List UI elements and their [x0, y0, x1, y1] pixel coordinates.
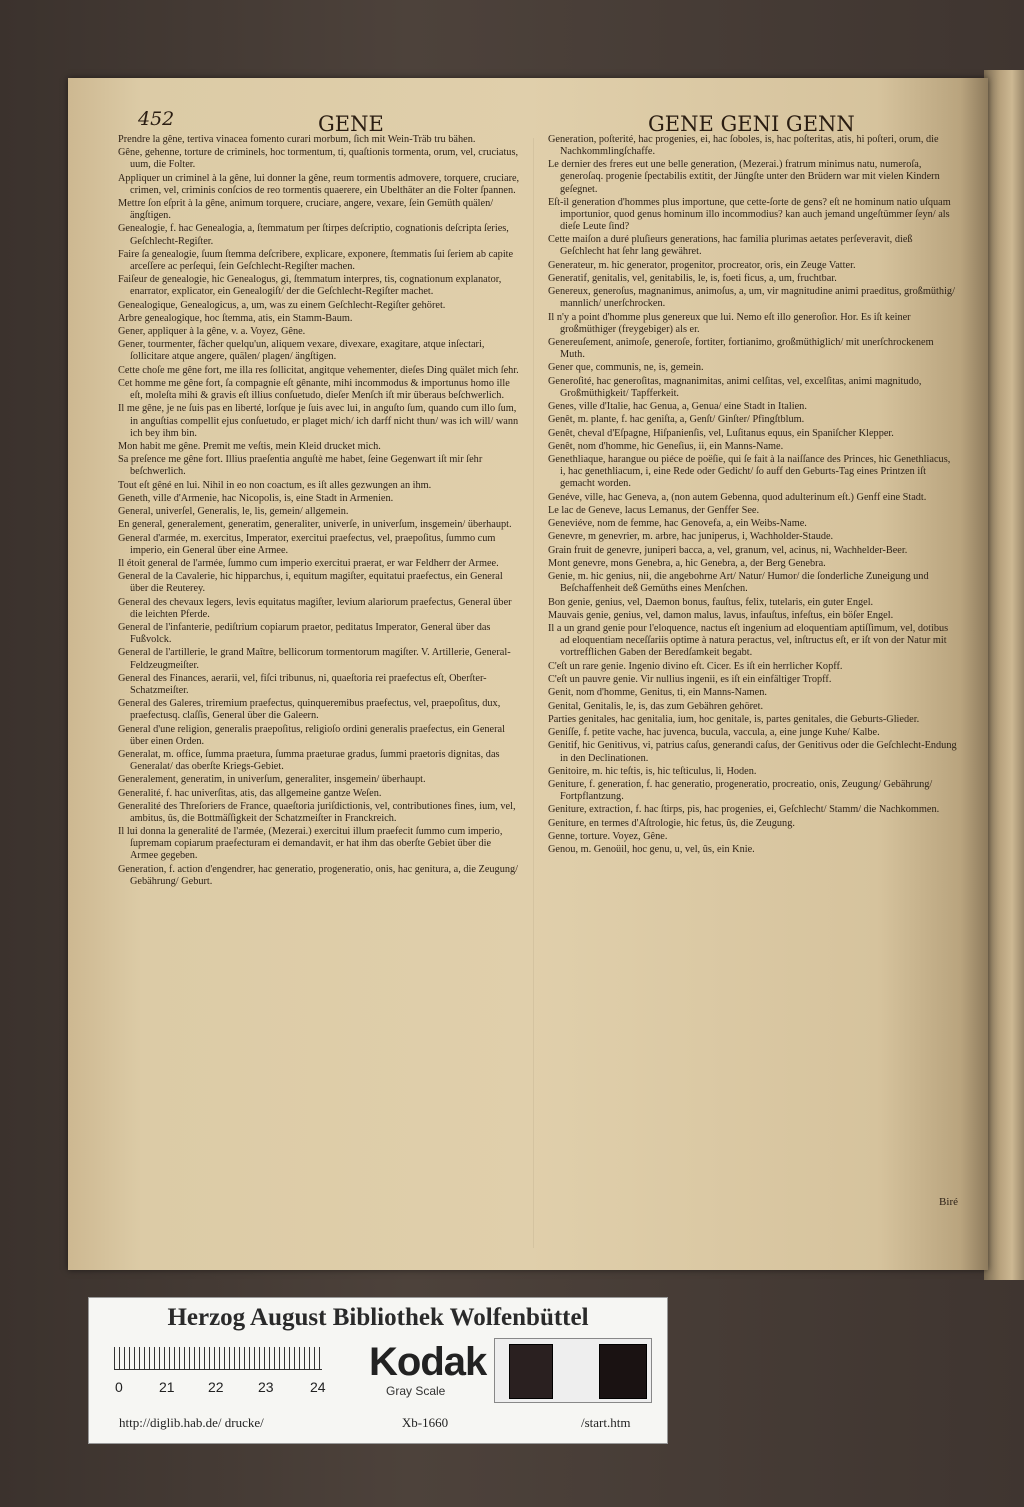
page-edge: [984, 70, 1024, 1280]
dictionary-entry: Le lac de Geneve, lacus Lemanus, der Genffer See.: [548, 504, 760, 516]
gray-scale-label: Gray Scale: [386, 1384, 446, 1398]
dictionary-entry: Eſt-il generation d'hommes plus importune, que cette-ſorte de gens? eſt ne hominum natio uſquam importunior, quod genus hominum illo incommodius? kan auch jemand ungeſtümmer ſeyn/ als dieſe Leute ſind?: [548, 196, 951, 233]
dictionary-entry: Bon genie, genius, vel, Daemon bonus, fauſtus, felix, tutelaris, ein guter Engel.: [548, 596, 874, 608]
ruler-number: 0: [115, 1379, 123, 1395]
dictionary-entry: General d'une religion, generalis praepoſitus, religioſo ordini generalis praefectus, ein General über einen Orden.: [118, 723, 505, 747]
dictionary-entry: General des Galeres, triremium praefectus, quinqueremibus praefectus, vel, praepoſitus, dux, praefectusq. claſſis, General über die Galeern.: [118, 698, 501, 722]
dictionary-entry: Gêne, gehenne, torture de criminels, hoc tormentum, ti, quaſtionis tormenta, orum, vel, cruciatus, uum, die Folter.: [118, 147, 519, 171]
dictionary-entry: Generalat, m. office, ſumma praetura, ſumma praeturae gradus, ſummi praetoris dignitas, das Generalat/ das oberſte Kriegs-Gebiet.: [118, 748, 500, 773]
dictionary-entry: Generalité des Threſoriers de France, quaeſtoria juriſdictionis, vel, contributiones fines, ium, vel, ambitus, ûs, die Bottmäſſigkeit der Schatzmeiſter in Franckreich.: [118, 800, 516, 824]
dictionary-entry: General de la Cavalerie, hic hipparchus, i, equitum magiſter, equitatui praefectus, ein General über die Reuterey.: [118, 571, 503, 595]
dictionary-entry: Gener que, communis, ne, is, gemein.: [548, 362, 704, 374]
dictionary-entry: Genes, ville d'Italie, hac Genua, a, Genua/ eine Stadt in Italien.: [548, 401, 807, 413]
dictionary-entry: Genealogie, f. hac Genealogia, a, ſtemmatum per ſtirpes deſcriptio, cognationis deſcripta ſeries, Geſchlecht-Regiſter.: [118, 223, 509, 247]
dictionary-entry: Generalement, generatim, in univerſum, generaliter, insgemein/ überhaupt.: [118, 774, 426, 786]
dictionary-entry: Il me gêne, je ne ſuis pas en liberté, lorſque je ſuis avec lui, in anguſto ſum, quando cum illo ſum, in anguſtias compellit ejus conſuetudo, er plaget mich/ ich darff nicht thun/ was ich will/ wann ich bey ihm bin.: [118, 403, 519, 439]
dictionary-entry: Sa preſence me gêne fort. Illius praeſentia anguſtè me habet, ſeine Gegenwart iſt mir ſehr beſchwerlich.: [118, 454, 483, 478]
dictionary-entry: General d'armée, m. exercitus, Imperator, exercitui praefectus, vel, praepoſitus, ſummo cum imperio, ein General über eine Armee.: [118, 532, 496, 556]
dictionary-entry: Tout eſt gêné en lui. Nihil in eo non coactum, es iſt alles gezwungen an ihm.: [118, 479, 432, 491]
right-column: [548, 134, 958, 858]
dictionary-entry: C'eſt un pauvre genie. Vir nullius ingenii, es iſt ein einfältiger Tropff.: [548, 674, 832, 685]
dictionary-entry: Mont genevre, mons Genebra, a, hic Genebra, a, der Berg Genebra.: [548, 558, 826, 570]
dictionary-entry: Il lui donna la generalité de l'armée, (Mezerai.) exercitui illum praefecit ſummo cum imperio, ſupremam copiarum praefecturam ei demandavit, er hat ihm das oberſte Gebiet über die Armee gegeben.: [118, 826, 503, 862]
gray-patch: [599, 1344, 647, 1399]
column-divider: [533, 138, 534, 1248]
dictionary-entry: Genereuſement, animoſe, generoſe, fortiter, fortianimo, großmüthiglich/ mit unerſchrockenem Muth.: [548, 337, 934, 361]
header-right: GENE GENI GENN: [648, 112, 855, 136]
ruler-number: 22: [208, 1379, 224, 1395]
dictionary-entry: Genealogique, Genealogicus, a, um, was zu einem Geſchlecht-Regiſter gehöret.: [118, 299, 446, 311]
dictionary-entry: C'eſt un rare genie. Ingenio divino eſt. Cicer. Es iſt ein herrlicher Kopff.: [548, 660, 843, 672]
dictionary-entry: Genéve, ville, hac Geneva, a, (non autem Gebenna, quod adulterinum eſt.) Genff eine Stadt.: [548, 491, 927, 503]
dictionary-entry: Le dernier des freres eut une belle generation, (Mezerai.) fratrum minimus natu, numeroſa, generoſaq. progenie ſpectabilis extitit, der Jüngſte unter den Brüdern war mit vielen Kindern geſegnet.: [548, 159, 940, 195]
dictionary-entry: Genne, torture. Voyez, Gêne.: [548, 831, 668, 842]
dictionary-entry: Genêt, m. plante, f. hac geniſta, a, Genſt/ Ginſter/ Pfingſtblum.: [548, 414, 805, 426]
page-number: 452: [138, 108, 175, 130]
dictionary-entry: Generation, poſterité, hac progenies, ei, hac ſoboles, is, hac poſteritas, atis, hi poſteri, orum, die Nachkommlingſchaffe.: [548, 134, 939, 158]
dictionary-entry: Appliquer un criminel à la gêne, lui donner la gêne, reum tormentis admovere, torquere, cruciare, crimen, vel, criminis conſcios de reo tormentis quaerere, ein Ubelthäter an die Folter ſpannen.: [118, 172, 520, 196]
dictionary-entry: Genital, Genitalis, le, is, das zum Gebähren gehöret.: [548, 700, 764, 712]
dictionary-entry: General des Finances, aerarii, vel, fiſci tribunus, ni, quaeſtoria rei praefectus eſt, Oberſter-Schatzmeiſter.: [118, 672, 487, 696]
dictionary-entry: Genêt, cheval d'Eſpagne, Hiſpanienſis, vel, Luſitanus equus, ein Spaniſcher Klepper.: [548, 427, 894, 439]
dictionary-entry: Genêt, nom d'homme, hic Geneſius, ii, ein Manns-Name.: [548, 440, 784, 452]
dictionary-entry: Genitoire, m. hic teſtis, is, hic teſticulus, li, Hoden.: [548, 765, 757, 777]
dictionary-entry: Cette maiſon a duré pluſieurs generations, hac familia plurimas aetates perſeveravit, dieß Geſchlecht hat ſehr lang gewähret.: [548, 234, 913, 258]
dictionary-entry: Generalité, f. hac univerſitas, atis, das allgemeine gantze Weſen.: [118, 787, 382, 799]
dictionary-entry: En general, generalement, generatim, generaliter, univerſe, in univerſum, insgemein/ überhaupt.: [118, 519, 512, 531]
dictionary-entry: Faiſeur de genealogie, hic Genealogus, gi, ſtemmatum interpres, tis, cognationum explanator, enarrator, explicator, ein Genealogiſt/ der die Geſchlecht-Regiſter machet.: [118, 274, 502, 298]
dictionary-entry: Generation, f. action d'engendrer, hac generatio, progeneratio, onis, hac genitura, a, die Zeugung/ Gebährung/ Geburt.: [118, 863, 518, 887]
dictionary-entry: Genie, m. hic genius, nii, die angebohrne Art/ Natur/ Humor/ die ſonderliche Zuneigung und Beſchaffenheit deß Gemüths eines Menſchen.: [548, 571, 929, 595]
dictionary-entry: Mauvais genie, genius, vel, damon malus, lavus, infauſtus, infeſtus, ein böſer Engel.: [548, 609, 894, 621]
dictionary-entry: General de l'infanterie, pediſtrium copiarum praetor, peditatus Imperator, General über das Fußvolck.: [118, 622, 491, 646]
dictionary-entry: Genethliaque, harangue ou piéce de poëſie, qui ſe fait à la naiſſance des Princes, hic Genethliacus, i, hac genethliacum, i, eine Rede oder Gedicht/ ſo auff den Geburts-Tag eines Printzen iſt gemacht worden.: [548, 454, 951, 490]
dictionary-entry: Il a un grand genie pour l'eloquence, nactus eſt ingenium ad eloquentiam aptiſſimum, vel, dotibus ad eloquentiam neceſſariis optime à natura peractus, vel, inſtructus eſt, er iſt von der Natur mit vortrefflichen Gaben der Beredſamkeit begabt.: [548, 623, 949, 659]
ruler-number: 24: [310, 1379, 326, 1395]
dictionary-entry: Il étoit general de l'armée, ſummo cum imperio exercitui praerat, er war Feldherr der Armee.: [118, 558, 499, 570]
kodak-logo: Kodak: [369, 1340, 487, 1384]
ruler-number: 21: [159, 1379, 175, 1395]
measurement-ruler: [114, 1345, 322, 1370]
archive-info-card: [88, 1297, 668, 1444]
gray-patch: [509, 1344, 553, 1399]
dictionary-entry: General, univerſel, Generalis, le, lis, gemein/ allgemein.: [118, 506, 349, 518]
dictionary-entry: Mettre ſon eſprit à la gêne, animum torquere, cruciare, angere, vexare, ſein Gemüth quälen/ ängſtigen.: [118, 198, 494, 222]
dictionary-entry: Faire ſa genealogie, ſuum ſtemma deſcribere, explicare, exponere, ſtemmatis ſui ſeriem ab capite arceſſere ac perſequi, ſein Geſchlecht-Regiſter machen.: [118, 248, 514, 272]
dictionary-entry: Generatif, genitalis, vel, genitabilis, le, is, foeti ficus, a, um, fruchtbar.: [548, 272, 837, 284]
ruler-number: 23: [258, 1379, 274, 1395]
dictionary-entry: Geniture, f. generation, f. hac generatio, progeneratio, procreatio, onis, Zeugung/ Gebährung/ Fortpflantzung.: [548, 779, 933, 803]
left-column: [118, 134, 520, 889]
book-page: [68, 78, 988, 1270]
dictionary-entry: Geneth, ville d'Armenie, hac Nicopolis, is, eine Stadt in Armenien.: [118, 492, 394, 504]
dictionary-entry: Il n'y a point d'homme plus genereux que lui. Nemo eſt illo generoſior. Hor. Es iſt keiner großmüthiger (freygebiger) als er.: [548, 311, 911, 335]
header-left: GENE: [318, 112, 384, 136]
dictionary-entry: Prendre la gêne, tertiva vinacea fomento curari morbum, ſich mit Wein-Träb tru bähen.: [118, 134, 476, 145]
dictionary-entry: Parties genitales, hac genitalia, ium, hoc genitale, is, partes genitales, die Geburts-Glieder.: [548, 713, 920, 725]
dictionary-entry: Cette choſe me gêne fort, me illa res ſollicitat, angitque vehementer, dieſes Ding quälet mich ſehr.: [118, 364, 519, 376]
dictionary-entry: Grain fruit de genevre, juniperi bacca, a, vel, granum, vel, acinus, ni, Wachhelder-Beer.: [548, 544, 908, 556]
catchword: Biré: [939, 1196, 958, 1208]
dictionary-entry: Mon habit me gêne. Premit me veſtis, mein Kleid drucket mich.: [118, 440, 381, 452]
shelfmark: Xb-1660: [401, 1415, 449, 1430]
dictionary-entry: Arbre genealogique, hoc ſtemma, atis, ein Stamm-Baum.: [118, 312, 353, 324]
dictionary-entry: Gener, tourmenter, fâcher quelqu'un, aliquem vexare, divexare, exagitare, atque inſectari, ſollicitare atque angere, quälen/ plagen/ ängſtigen.: [118, 339, 485, 363]
dictionary-entry: Generateur, m. hic generator, progenitor, procreator, oris, ein Zeuge Vatter.: [548, 259, 856, 271]
dictionary-entry: Cet homme me gêne fort, ſa compagnie eſt gênante, mihi incommodus & importunus homo ille eſt, moleſta mihi & gravis eſt illius conſuetudo, dieſer Menſch iſt mir überaus beſchwerlich.: [118, 378, 510, 402]
dictionary-entry: Geneviéve, nom de femme, hac Genovefa, a, ein Weibs-Name.: [548, 518, 807, 530]
dictionary-entry: General des chevaux legers, levis equitatus magiſter, levium alariorum praefectus, General über die leichten Pferde.: [118, 596, 512, 620]
dictionary-entry: Genevre, m genevrier, m. arbre, hac juniperus, i, Wachholder-Staude.: [548, 531, 834, 543]
url-right: /start.htm: [581, 1415, 631, 1430]
dictionary-entry: Genit, nom d'homme, Genitus, ti, ein Manns-Namen.: [548, 687, 767, 699]
dictionary-entry: General de l'artillerie, le grand Maître, bellicorum tormentorum magiſter. V. Artillerie, General-Feldzeugmeiſter.: [118, 647, 511, 671]
url-left: http://diglib.hab.de/ drucke/: [119, 1415, 264, 1430]
dictionary-entry: Genou, m. Genoüil, hoc genu, u, vel, ûs, ein Knie.: [548, 844, 755, 856]
dictionary-entry: Genitif, hic Genitivus, vi, patrius caſus, generandi caſus, der Genitivus oder die Geſchlecht-Endung in den Declinationen.: [548, 740, 957, 764]
dictionary-entry: Generoſité, hac generoſitas, magnanimitas, animi celſitas, vel, excelſitas, animi magnitudo, Großmüthigkeit/ Tapfferkeit.: [548, 375, 922, 399]
dictionary-entry: Geniſſe, f. petite vache, hac juvenca, bucula, vaccula, a, eine junge Kuhe/ Kalbe.: [548, 727, 880, 739]
dictionary-entry: Geniture, en termes d'Aſtrologie, hic fetus, ûs, die Zeugung.: [548, 817, 795, 829]
dictionary-entry: Gener, appliquer à la gêne, v. a. Voyez, Gêne.: [118, 326, 306, 338]
library-title: Herzog August Bibliothek Wolfenbüttel: [167, 1304, 589, 1331]
dictionary-entry: Genereux, generoſus, magnanimus, animoſus, a, um, vir magnitudine animi praeditus, großmüthig/ mannlich/ unerſchrocken.: [548, 286, 955, 310]
dictionary-entry: Geniture, extraction, f. hac ſtirps, pis, hac progenies, ei, Geſchlecht/ Stamm/ die Nachkommen.: [548, 804, 940, 816]
